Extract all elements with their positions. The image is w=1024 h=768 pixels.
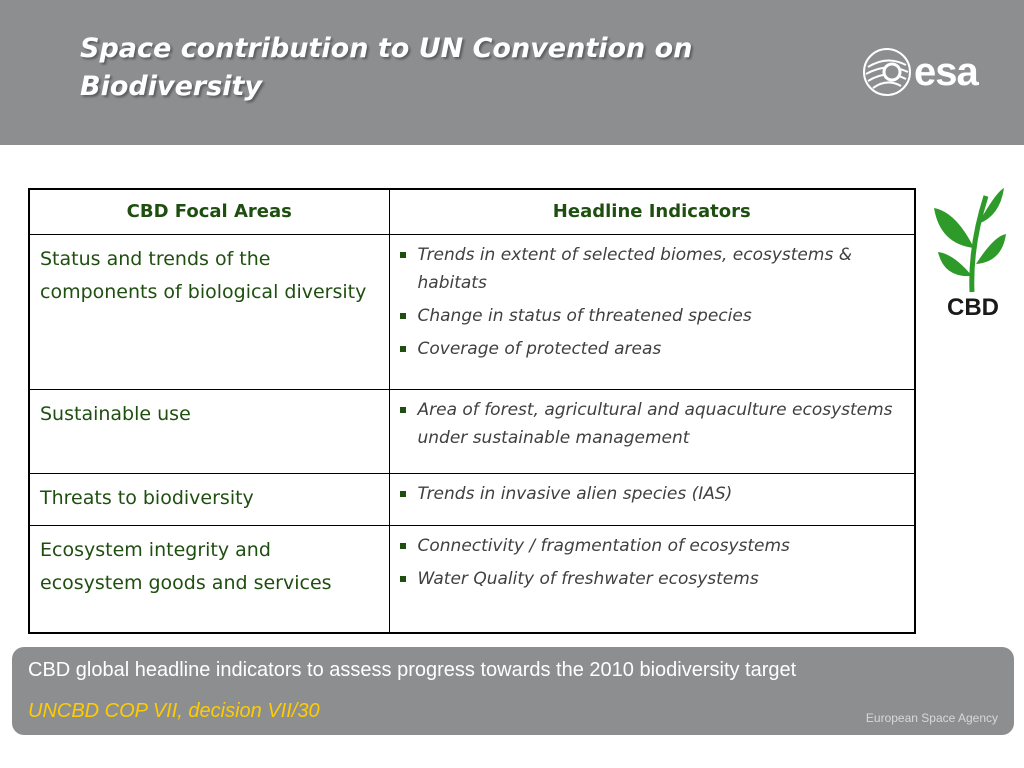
footer-caption: CBD global headline indicators to assess progress towards the 2010 biodiversity target	[28, 659, 797, 681]
focal-area-cell: Ecosystem integrity and ecosystem goods and services	[29, 525, 389, 633]
bullet-icon	[400, 252, 406, 258]
list-item	[398, 335, 907, 363]
indicator-text: Trends in extent of selected biomes, ecosystems & habitats	[417, 244, 852, 293]
list-item	[398, 532, 907, 560]
esa-swirl-icon	[862, 47, 912, 97]
bullet-icon	[400, 543, 406, 549]
bullet-icon	[400, 491, 406, 497]
indicator-text: Connectivity / fragmentation of ecosystems	[417, 535, 790, 556]
indicator-text: Water Quality of freshwater ecosystems	[417, 568, 759, 589]
bullet-icon	[400, 313, 406, 319]
slide-header	[0, 0, 1024, 145]
indicator-list	[398, 396, 907, 452]
esa-logo-text: esa	[914, 49, 978, 94]
bullet-icon	[400, 346, 406, 352]
focal-area-cell: Threats to biodiversity	[29, 473, 389, 525]
indicator-list	[398, 480, 907, 508]
list-item	[398, 480, 907, 508]
indicator-text: Trends in invasive alien species (IAS)	[417, 483, 733, 504]
list-item	[398, 302, 907, 330]
list-item	[398, 396, 907, 452]
focal-area-cell: Sustainable use	[29, 389, 389, 473]
list-item	[398, 565, 907, 593]
footer-reference: UNCBD COP VII, decision VII/30	[28, 700, 320, 722]
indicator-text: Change in status of threatened species	[417, 305, 752, 326]
indicator-list	[398, 241, 907, 363]
indicator-text: Area of forest, agricultural and aquaculture ecosystems under sustainable management	[417, 399, 893, 448]
slide-title: Space contribution to UN Convention on Biodiversity	[80, 33, 693, 102]
indicators-table	[28, 188, 916, 634]
cbd-logo	[926, 186, 1020, 322]
table-row	[29, 389, 915, 473]
header-focal-areas: CBD Focal Areas	[29, 189, 389, 234]
footer-box	[12, 647, 1014, 735]
table-row	[29, 525, 915, 633]
esa-logo	[862, 44, 1002, 100]
cbd-logo-text: CBD	[947, 294, 999, 321]
table-row	[29, 234, 915, 389]
agency-name: European Space Agency	[865, 711, 998, 725]
header-headline-indicators: Headline Indicators	[389, 189, 915, 234]
indicators-cell	[389, 525, 915, 633]
indicators-cell	[389, 234, 915, 389]
bullet-icon	[400, 576, 406, 582]
bullet-icon	[400, 407, 406, 413]
indicator-text: Coverage of protected areas	[417, 338, 662, 359]
focal-area-cell: Status and trends of the components of biological diversity	[29, 234, 389, 389]
plant-sprout-icon	[926, 186, 1020, 294]
indicators-cell	[389, 389, 915, 473]
indicators-cell	[389, 473, 915, 525]
table-header-row	[29, 189, 915, 234]
indicator-list	[398, 532, 907, 593]
list-item	[398, 241, 907, 297]
table-row	[29, 473, 915, 525]
